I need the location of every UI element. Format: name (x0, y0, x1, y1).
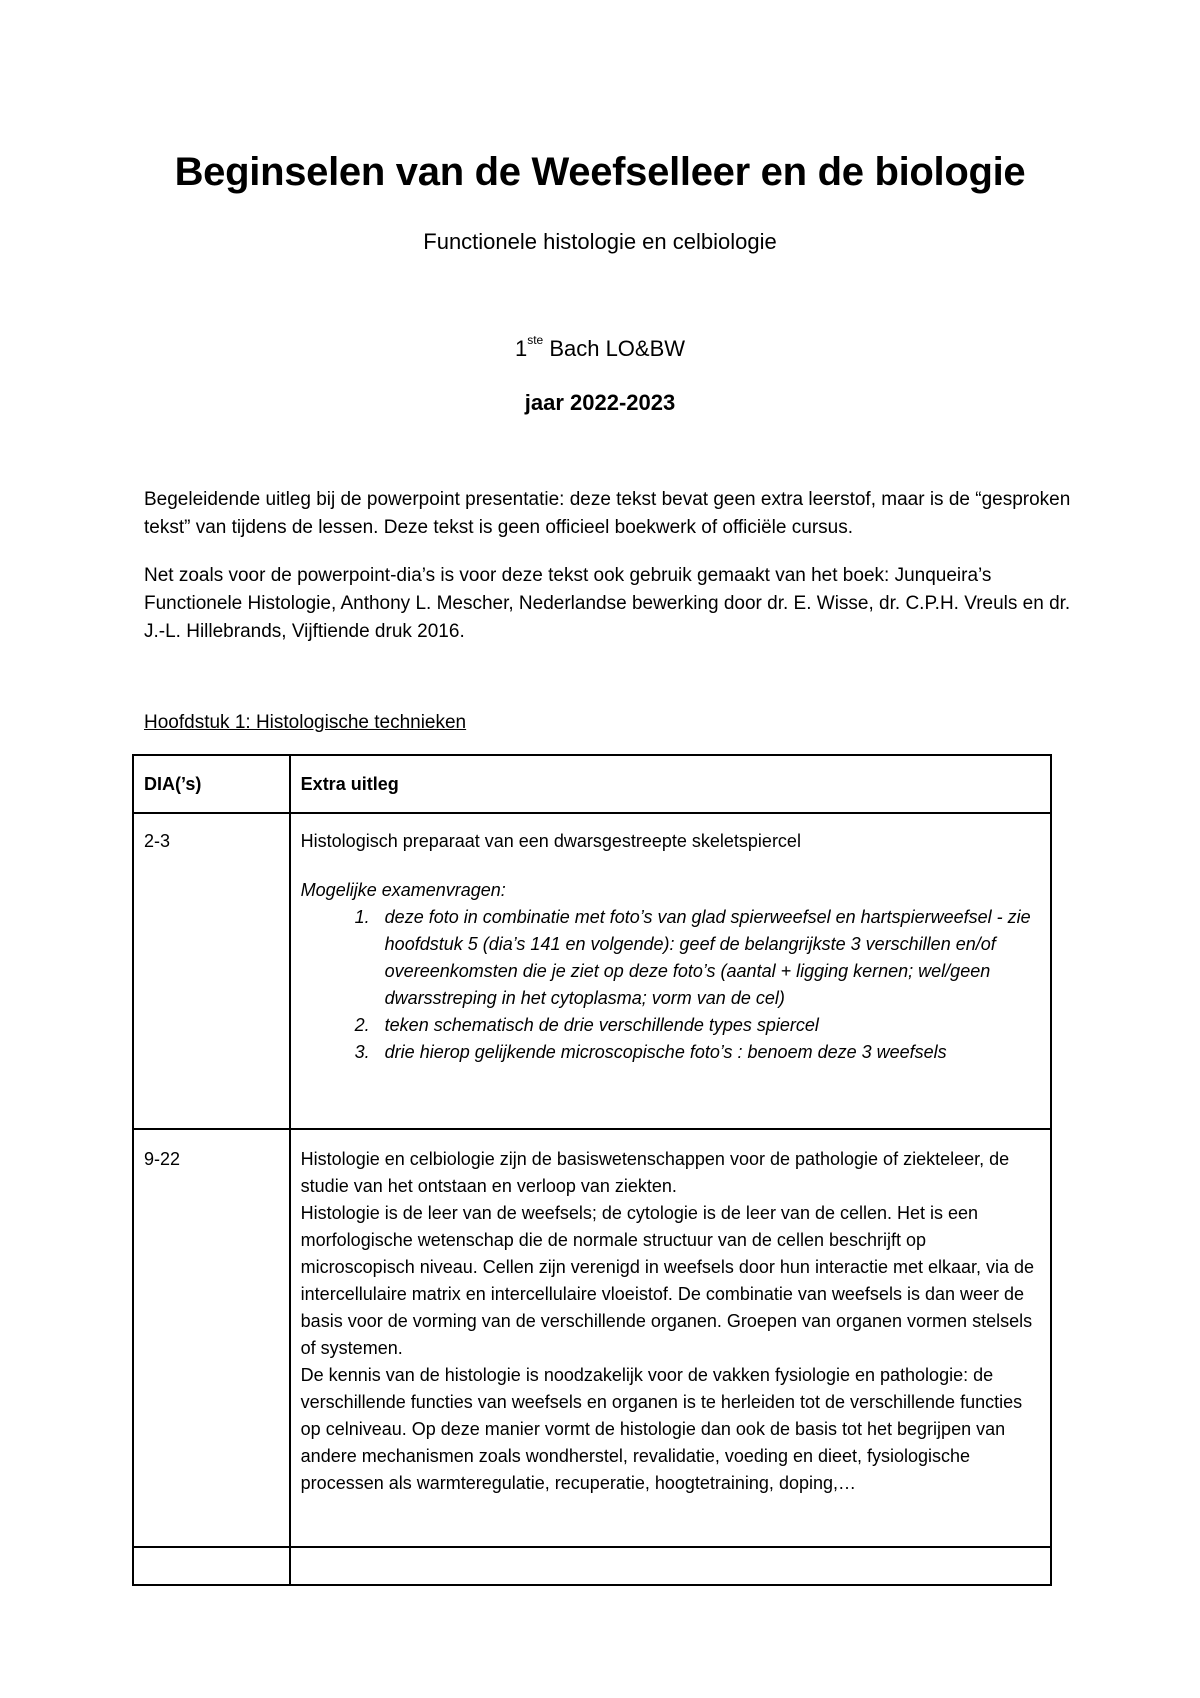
document-title: Beginselen van de Weefselleer en de biologie (174, 150, 1026, 194)
bachelor-superscript: ste (527, 332, 544, 347)
table-cell-dia: 9-22 (133, 1129, 290, 1547)
bachelor-number: 1 (514, 336, 528, 361)
table-row-empty (133, 1547, 1051, 1585)
table-row (133, 1129, 1051, 1547)
table-row (133, 813, 1051, 1129)
table-header-uitleg: Extra uitleg (290, 755, 1051, 813)
bachelor-line (0, 332, 1200, 362)
academic-year: jaar 2022-2023 (524, 390, 676, 415)
dia-table (132, 754, 1052, 1586)
table-cell-dia: 2-3 (133, 813, 290, 1129)
exam-question-item: 1. deze foto in combinatie met foto’s van glad spierweefsel en hartspierweefsel - zie hoofdstuk 5 (dia’s 141 en volgende): geef de belangrijkste 3 verschillen en/of overeenkomsten die je ziet op deze foto’s (aantal + ligging kernen; wel/geen dwarsstreping in het cytoplasma; vorm van de cel) (375, 904, 1040, 1012)
table-cell-uitleg (290, 1129, 1051, 1547)
exam-question-item: 2. teken schematisch de drie verschillende types spiercel (375, 1012, 1040, 1039)
exam-questions-title: Mogelijke examenvragen: (300, 880, 506, 900)
table-cell-empty (290, 1547, 1051, 1585)
uitleg-paragraph: De kennis van de histologie is noodzakelijk voor de vakken fysiologie en pathologie: de verschillende functies van weefsels en organen is te herleiden tot de verschillende functies op celniveau. Op deze manier vormt de histologie dan ook de basis tot het begrijpen van andere mechanismen zoals wondherstel, revalidatie, voeding en dieet, fysiologische processen als warmteregulatie, recuperatie, hoogtetraining, doping,… (300, 1365, 1023, 1493)
bachelor-program: Bach LO&BW (543, 336, 686, 361)
chapter-heading: Hoofdstuk 1: Histologische technieken (144, 712, 467, 733)
table-cell-empty (133, 1547, 290, 1585)
intro-paragraph: Begeleidende uitleg bij de powerpoint presentatie: deze tekst bevat geen extra leerstof, maar is de “gesproken tekst” van tijdens de lessen. Deze tekst is geen officieel boekwerk of officiële cursus. (144, 489, 1071, 538)
table-header-row (133, 755, 1051, 813)
intro-paragraph: Net zoals voor de powerpoint-dia’s is voor deze tekst ook gebruik gemaakt van het boek: Junqueira’s Functionele Histologie, Anthony L. Mescher, Nederlandse bewerking door dr. E. Wisse, dr. C.P.H. Vreuls en dr. J.-L. Hillebrands, Vijftiende druk 2016. (144, 565, 1071, 642)
exam-question-item: 3. drie hierop gelijkende microscopische foto’s : benoem deze 3 weefsels (375, 1039, 1040, 1066)
uitleg-paragraph: Histologie is de leer van de weefsels; de cytologie is de leer van de cellen. Het is een morfologische wetenschap die de normale structuur van de cellen beschrijft op microscopisch niveau. Cellen zijn verenigd in weefsels door hun interactie met elkaar, via de intercellulaire matrix en intercellulaire vloeistof. De combinatie van weefsels is dan weer de basis voor de vorming van de verschillende organen. Groepen van organen vormen stelsels of systemen. (300, 1203, 1035, 1358)
document-subtitle: Functionele histologie en celbiologie (423, 229, 777, 254)
table-header-dia: DIA(’s) (133, 755, 290, 813)
uitleg-paragraph: Histologie en celbiologie zijn de basiswetenschappen voor de pathologie of ziekteleer, de studie van het ontstaan en verloop van ziekten. (300, 1149, 1010, 1196)
exam-questions-list (301, 904, 1040, 1066)
row-description: Histologisch preparaat van een dwarsgestreepte skeletspiercel (300, 831, 801, 851)
table-cell-uitleg (290, 813, 1051, 1129)
